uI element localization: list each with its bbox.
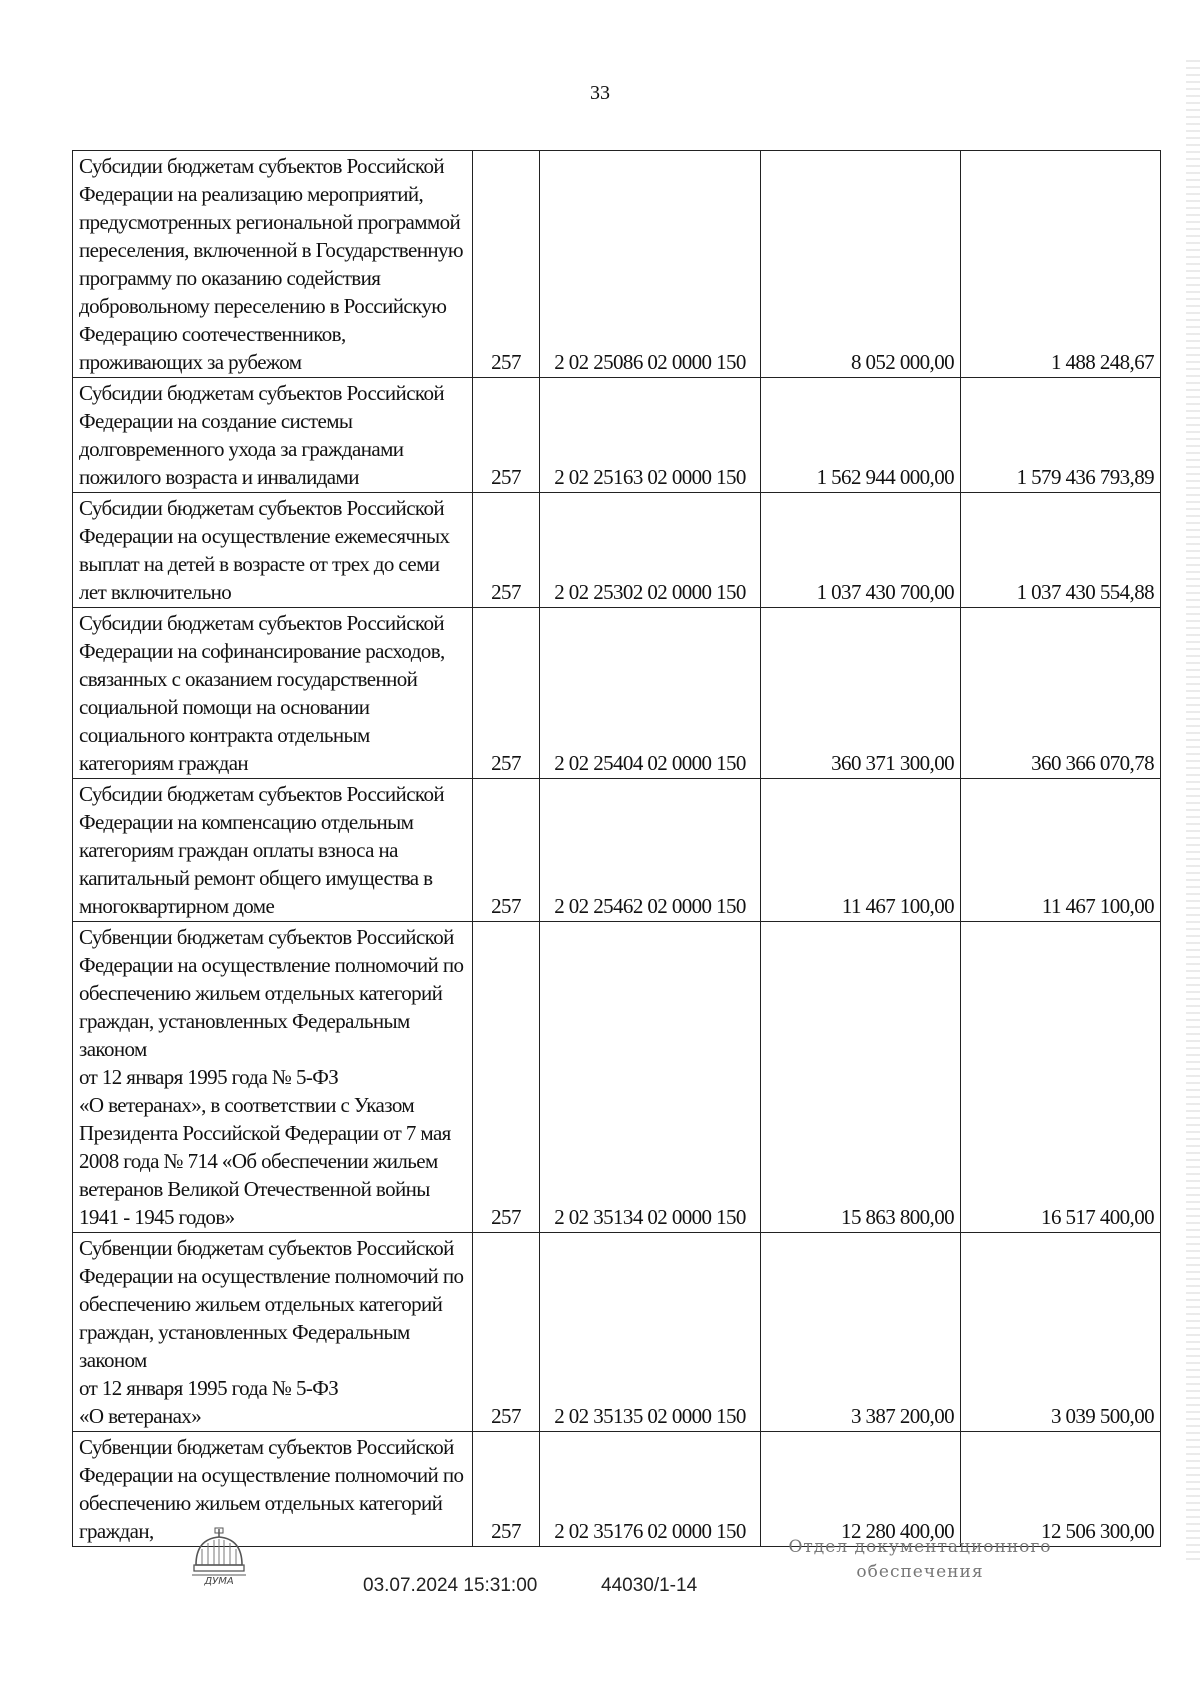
row-approved-amount: 360 371 300,00 — [761, 608, 961, 779]
table-row — [73, 493, 1161, 608]
row-description: Субвенции бюджетам субъектов Российской Федерации на осуществление полномочий по обеспечению жильем отдельных категорий граждан, установленных Федеральным законом от 12 января 1995 года № 5-ФЗ «О ветеранах» — [73, 1233, 473, 1432]
row-executed-amount: 3 039 500,00 — [961, 1233, 1161, 1432]
row-code: 257 — [473, 608, 540, 779]
row-approved-amount: 12 280 400,00 — [761, 1432, 961, 1547]
row-description: Субсидии бюджетам субъектов Российской Федерации на софинансирование расходов, связанных с оказанием государственной социальной помощи на основании социального контракта отдельным категориям граждан — [73, 608, 473, 779]
row-description: Субвенции бюджетам субъектов Российской Федерации на осуществление полномочий по обеспечению жильем отдельных категорий граждан, — [73, 1432, 473, 1547]
table-row — [73, 378, 1161, 493]
row-budget-classification-code: 2 02 25404 02 0000 150 — [540, 608, 761, 779]
row-approved-amount: 11 467 100,00 — [761, 779, 961, 922]
row-executed-amount: 1 579 436 793,89 — [961, 378, 1161, 493]
row-executed-amount: 1 488 248,67 — [961, 151, 1161, 378]
row-code: 257 — [473, 378, 540, 493]
row-approved-amount: 3 387 200,00 — [761, 1233, 961, 1432]
registration-number: 44030/1-14 — [601, 1575, 698, 1596]
row-executed-amount: 1 037 430 554,88 — [961, 493, 1161, 608]
row-budget-classification-code: 2 02 25302 02 0000 150 — [540, 493, 761, 608]
row-code: 257 — [473, 779, 540, 922]
table-row — [73, 608, 1161, 779]
row-approved-amount: 8 052 000,00 — [761, 151, 961, 378]
row-description: Субвенции бюджетам субъектов Российской Федерации на осуществление полномочий по обеспечению жильем отдельных категорий граждан, установленных Федеральным законом от 12 января 1995 года № 5-ФЗ «О ветеранах», в соответствии с Указом Президента Российской Федерации от 7 мая 2008 года № 714 «Об обеспечении жильем ветеранов Великой Отечественной войны 1941 - 1945 годов» — [73, 922, 473, 1233]
row-budget-classification-code: 2 02 35135 02 0000 150 — [540, 1233, 761, 1432]
row-approved-amount: 1 037 430 700,00 — [761, 493, 961, 608]
svg-text:ДУМА: ДУМА — [204, 1576, 234, 1587]
department-stamp: Отдел документационного обеспечения — [788, 1537, 1052, 1582]
row-code: 257 — [473, 1432, 540, 1547]
row-code: 257 — [473, 1233, 540, 1432]
row-description: Субсидии бюджетам субъектов Российской Федерации на реализацию мероприятий, предусмотренных региональной программой переселения, включенной в Государственную программу по оказанию содействия добровольному переселению в Российскую Федерацию соотечественников, проживающих за рубежом — [73, 151, 473, 378]
table-row — [73, 779, 1161, 922]
registration-datetime: 03.07.2024 15:31:00 — [363, 1575, 538, 1596]
row-code: 257 — [473, 151, 540, 378]
row-description: Субсидии бюджетам субъектов Российской Федерации на осуществление ежемесячных выплат на детей в возрасте от трех до семи лет включительно — [73, 493, 473, 608]
table-row — [73, 151, 1161, 378]
row-executed-amount: 360 366 070,78 — [961, 608, 1161, 779]
row-executed-amount: 16 517 400,00 — [961, 922, 1161, 1233]
row-budget-classification-code: 2 02 35176 02 0000 150 — [540, 1432, 761, 1547]
row-executed-amount: 12 506 300,00 — [961, 1432, 1161, 1547]
row-budget-classification-code: 2 02 25163 02 0000 150 — [540, 378, 761, 493]
row-budget-classification-code: 2 02 35134 02 0000 150 — [540, 922, 761, 1233]
row-approved-amount: 1 562 944 000,00 — [761, 378, 961, 493]
budget-table-body — [73, 151, 1161, 1547]
table-row — [73, 1233, 1161, 1432]
scan-edge-artifact — [1186, 60, 1200, 1560]
row-code: 257 — [473, 922, 540, 1233]
row-description: Субсидии бюджетам субъектов Российской Федерации на компенсацию отдельным категориям граждан оплаты взноса на капитальный ремонт общего имущества в многоквартирном доме — [73, 779, 473, 922]
row-approved-amount: 15 863 800,00 — [761, 922, 961, 1233]
budget-table — [72, 150, 1161, 1547]
row-description: Субсидии бюджетам субъектов Российской Федерации на создание системы долговременного ухода за гражданами пожилого возраста и инвалидами — [73, 378, 473, 493]
row-executed-amount: 11 467 100,00 — [961, 779, 1161, 922]
duma-emblem-icon — [188, 1525, 250, 1589]
table-row — [73, 922, 1161, 1233]
row-budget-classification-code: 2 02 25462 02 0000 150 — [540, 779, 761, 922]
row-code: 257 — [473, 493, 540, 608]
page-number: 33 — [590, 82, 610, 104]
row-budget-classification-code: 2 02 25086 02 0000 150 — [540, 151, 761, 378]
